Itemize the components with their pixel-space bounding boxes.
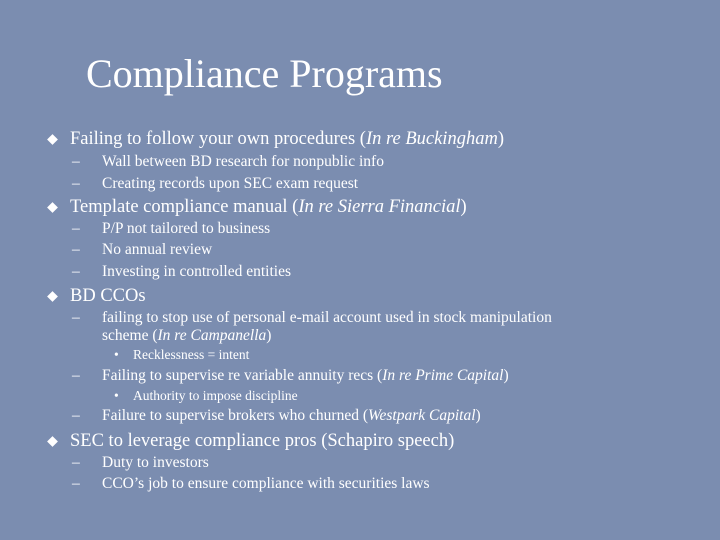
sub-sub-item-text: Authority to impose discipline	[133, 388, 298, 403]
dash-marker: –	[72, 263, 80, 280]
sub-item-text: Wall between BD research for nonpublic info	[102, 153, 384, 170]
sub-item-text: Creating records upon SEC exam request	[102, 175, 359, 192]
dash-marker: –	[72, 220, 80, 237]
bullet-2-text: Template compliance manual (In re Sierra Financial)	[70, 197, 467, 217]
diamond-bullet-icon	[47, 134, 58, 145]
dash-marker: –	[72, 475, 80, 492]
sub-item-text: P/P not tailored to business	[102, 220, 271, 237]
diamond-bullet-icon	[47, 202, 58, 213]
sub-sub-item-text: Recklessness = intent	[133, 347, 250, 362]
slide-title: Compliance Programs	[86, 51, 443, 96]
dash-marker: –	[72, 407, 80, 424]
dash-marker: –	[72, 175, 80, 192]
sub-item-text: failing to stop use of personal e-mail account used in stock manipulation	[102, 309, 552, 326]
dash-marker: –	[72, 367, 80, 384]
dash-marker: –	[72, 309, 80, 326]
diamond-bullet-icon	[47, 436, 58, 447]
bullet-3-text: BD CCOs	[70, 286, 146, 306]
diamond-bullet-icon	[47, 291, 58, 302]
dash-marker: –	[72, 241, 80, 258]
dash-marker: –	[72, 454, 80, 471]
sub-item-text: scheme (In re Campanella)	[102, 327, 272, 344]
sub-item-text: No annual review	[102, 241, 213, 258]
sub-item-text: Failure to supervise brokers who churned (Westpark Capital)	[102, 407, 481, 424]
sub-item-text: CCO’s job to ensure compliance with securities laws	[102, 475, 430, 492]
dot-marker: •	[114, 347, 119, 362]
dot-marker: •	[114, 388, 119, 403]
dash-marker: –	[72, 153, 80, 170]
sub-item-text: Failing to supervise re variable annuity recs (In re Prime Capital)	[102, 367, 509, 384]
bullet-1-text: Failing to follow your own procedures (In re Buckingham)	[70, 129, 504, 149]
sub-item-text: Duty to investors	[102, 454, 209, 471]
sub-item-text: Investing in controlled entities	[102, 263, 291, 280]
bullet-4-text: SEC to leverage compliance pros (Schapiro speech)	[70, 431, 455, 451]
